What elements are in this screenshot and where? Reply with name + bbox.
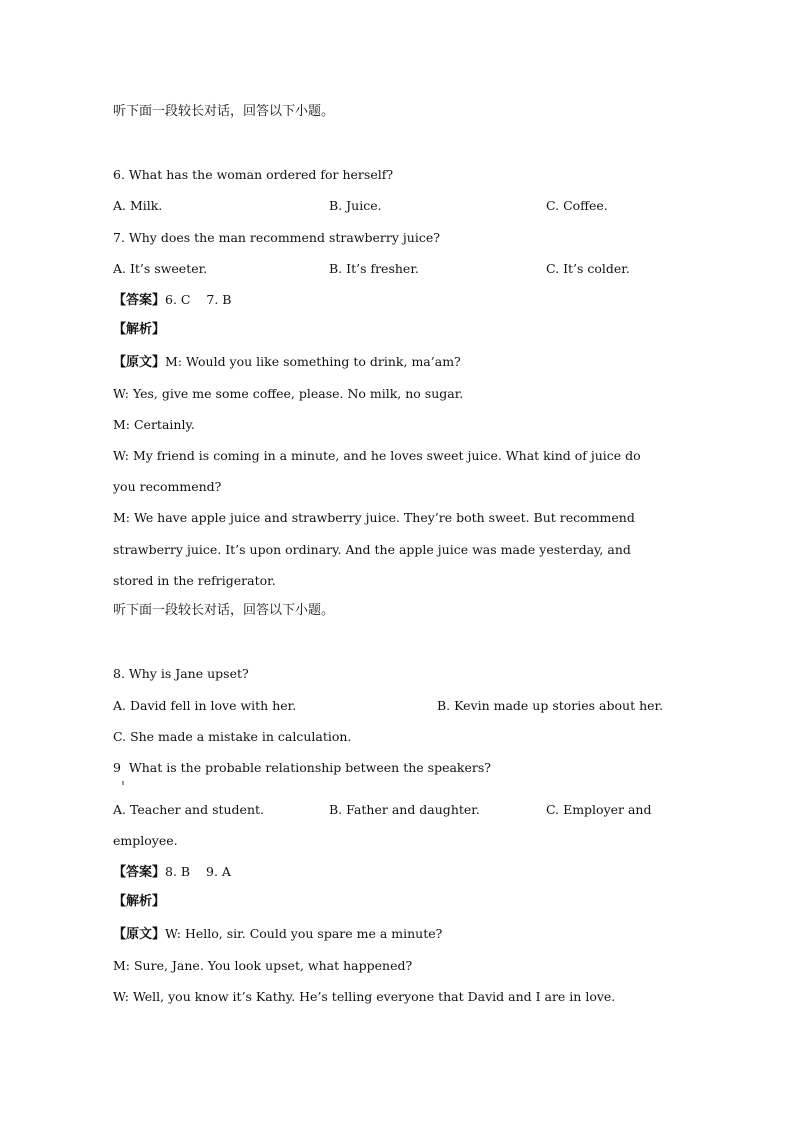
q9-option-b: B. Father and daughter. [329,802,480,817]
section-intro: 听下面一段较长对话，回答以下小题。 [113,603,335,618]
q7-option-a: A. It’s sweeter. [113,261,208,276]
answer-label: 【答案】 [113,865,166,880]
dialogue-line: strawberry juice. It’s upon ordinary. And the apple juice was made yesterday, and [113,542,631,557]
question-6: 6. What has the woman ordered for herself? [113,167,394,182]
q7-option-c: C. It’s colder. [546,261,630,276]
answer-text: 8. B 9. A [165,864,231,879]
analysis-label: 【解析】 [113,322,166,337]
dialogue-line: you recommend? [113,479,222,494]
original-label: 【原文】 [113,927,166,942]
q8-option-b: B. Kevin made up stories about her. [437,698,664,713]
dialogue-line: M: Certainly. [113,417,195,432]
answer-line [113,864,231,881]
stray-mark [122,781,124,785]
original-label: 【原文】 [113,355,166,370]
dialogue-line: stored in the refrigerator. [113,573,276,588]
dialogue-line: W: My friend is coming in a minute, and he loves sweet juice. What kind of juice do [113,448,641,463]
q7-option-b: B. It’s fresher. [329,261,419,276]
dialogue-line: 【原文】W: Hello, sir. Could you spare me a minute? [113,926,443,942]
answer-label: 【答案】 [113,293,166,308]
question-8: 8. Why is Jane upset? [113,666,249,681]
question-9: 9 What is the probable relationship between the speakers? [113,760,491,775]
dialogue-line: M: Sure, Jane. You look upset, what happened? [113,958,413,973]
analysis-label: 【解析】 [113,894,166,909]
q6-option-c: C. Coffee. [546,198,608,213]
question-7: 7. Why does the man recommend strawberry juice? [113,230,440,245]
q8-option-c: C. She made a mistake in calculation. [113,729,352,744]
q8-option-a: A. David fell in love with her. [113,698,297,713]
dialogue-line: W: Yes, give me some coffee, please. No milk, no sugar. [113,386,464,401]
q6-option-a: A. Milk. [113,198,163,213]
q9-option-a: A. Teacher and student. [113,802,265,817]
dialogue-line: M: We have apple juice and strawberry juice. They’re both sweet. But recommend [113,510,635,525]
dialogue-line: 【原文】M: Would you like something to drink, ma’am? [113,354,461,370]
answer-text: 6. C 7. B [165,292,232,307]
q9-option-continuation: employee. [113,833,178,848]
q9-option-c: C. Employer and [546,802,652,817]
dialogue-line: W: Well, you know it’s Kathy. He’s telling everyone that David and I are in love. [113,989,616,1004]
section-intro: 听下面一段较长对话，回答以下小题。 [113,104,335,119]
q6-option-b: B. Juice. [329,198,382,213]
answer-line [113,292,231,309]
